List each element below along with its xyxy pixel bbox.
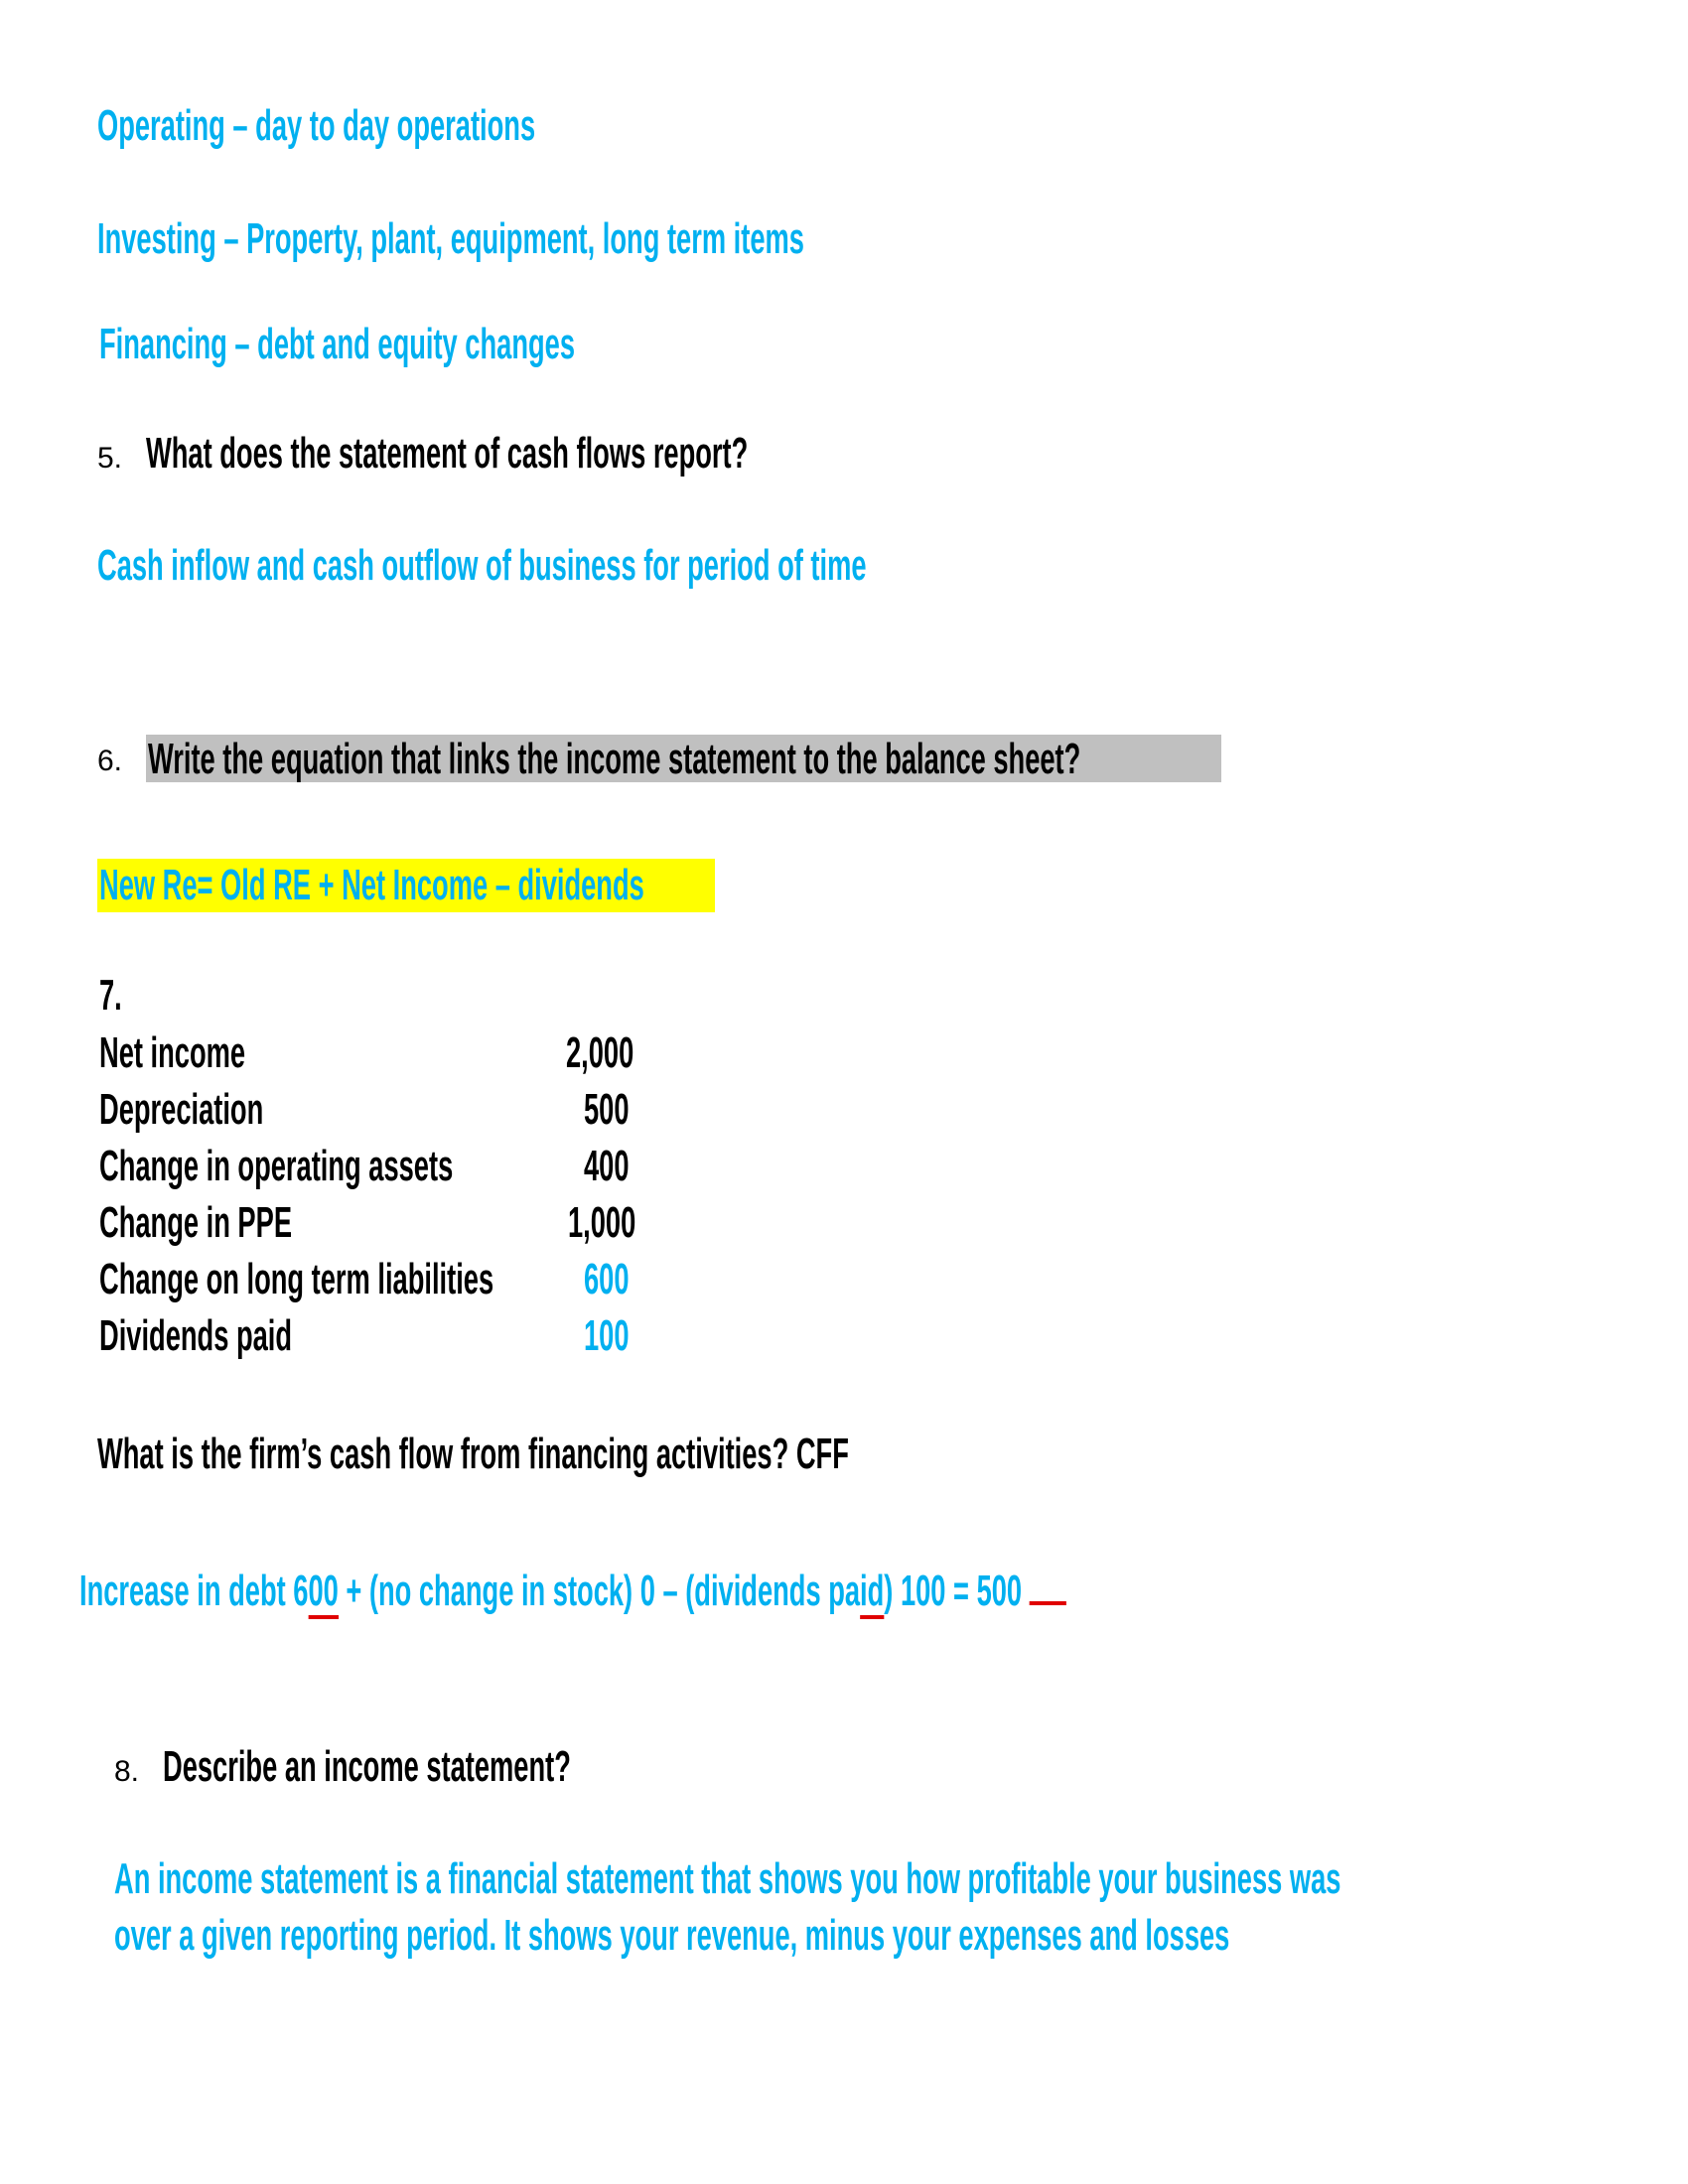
answer-8-line-2-text: over a given reporting period. It shows your revenue, minus your expenses and losses: [114, 1911, 1230, 1960]
row-label: Dividends paid: [99, 1311, 293, 1360]
answer-7-part1: Increase in debt 6: [79, 1567, 309, 1615]
question-6-highlight: [146, 735, 1221, 782]
row-value-text: 100: [584, 1311, 630, 1360]
table-row: [99, 1085, 364, 1135]
answer-6: [97, 859, 715, 923]
row-value-text: 2,000: [566, 1028, 634, 1077]
question-8-number: 8.: [114, 1755, 140, 1788]
answer-7-red-blank-line: [1030, 1571, 1066, 1605]
answer-6-text: New Re= Old RE + Net Income – dividends: [99, 861, 644, 909]
question-7: [97, 1430, 1310, 1479]
category-investing: [97, 214, 1237, 264]
category-operating: [97, 101, 803, 151]
row-label: Depreciation: [99, 1085, 264, 1134]
answer-5-text: Cash inflow and cash outflow of business for period of time: [97, 541, 867, 590]
answer-7-underlined-1: 00: [308, 1567, 338, 1619]
question-5-number: 5.: [97, 442, 123, 475]
question-6-text: Write the equation that links the income statement to the balance sheet?: [148, 735, 1081, 784]
question-6: [97, 732, 1221, 782]
question-8: [114, 1742, 821, 1792]
question-7-number-text: 7.: [99, 971, 122, 1020]
question-5-text: What does the statement of cash flows report?: [146, 429, 749, 478]
table-row: [99, 1028, 335, 1078]
answer-6-highlight: [97, 859, 715, 912]
row-value-text: 1,000: [568, 1198, 636, 1247]
category-operating-text: Operating – day to day operations: [97, 101, 536, 150]
question-7-text: What is the firm’s cash flow from financing activities? CFF: [97, 1430, 849, 1478]
row-value: [584, 1311, 656, 1361]
question-8-text: Describe an income statement?: [163, 1742, 572, 1791]
row-label: Change on long term liabilities: [99, 1255, 494, 1303]
category-investing-text: Investing – Property, plant, equipment, long term items: [97, 214, 804, 263]
row-value: [568, 1198, 677, 1248]
answer-7-part2: + (no change in stock) 0 – (dividends pa: [338, 1567, 861, 1615]
row-label: Net income: [99, 1028, 246, 1077]
category-financing: [99, 320, 867, 369]
row-value: [584, 1255, 656, 1304]
table-row: [99, 1311, 410, 1361]
question-6-number: 6.: [97, 745, 123, 777]
answer-5: [97, 541, 1337, 591]
answer-7: [79, 1567, 1671, 1616]
answer-8-line-2: [114, 1911, 1688, 1961]
row-value-text: 500: [584, 1085, 630, 1134]
row-value-text: 600: [584, 1255, 630, 1303]
row-value: [566, 1028, 675, 1078]
question-5: [97, 429, 1117, 478]
answer-7-text: [79, 1567, 1066, 1616]
category-financing-text: Financing – debt and equity changes: [99, 320, 575, 368]
row-label: Change in PPE: [99, 1198, 293, 1247]
answer-8-line-1: [114, 1854, 1688, 1904]
question-7-number: [99, 971, 136, 1021]
answer-7-part3: ) 100 = 500: [884, 1567, 1023, 1615]
table-row: [99, 1198, 410, 1248]
answer-7-underlined-2: id: [860, 1567, 884, 1619]
row-label: Change in operating assets: [99, 1142, 454, 1190]
answer-8-line-1-text: An income statement is a financial statement that shows you how profitable your business was: [114, 1854, 1341, 1903]
row-value: [584, 1085, 656, 1135]
row-value: [584, 1142, 656, 1191]
row-value-text: 400: [584, 1142, 630, 1190]
